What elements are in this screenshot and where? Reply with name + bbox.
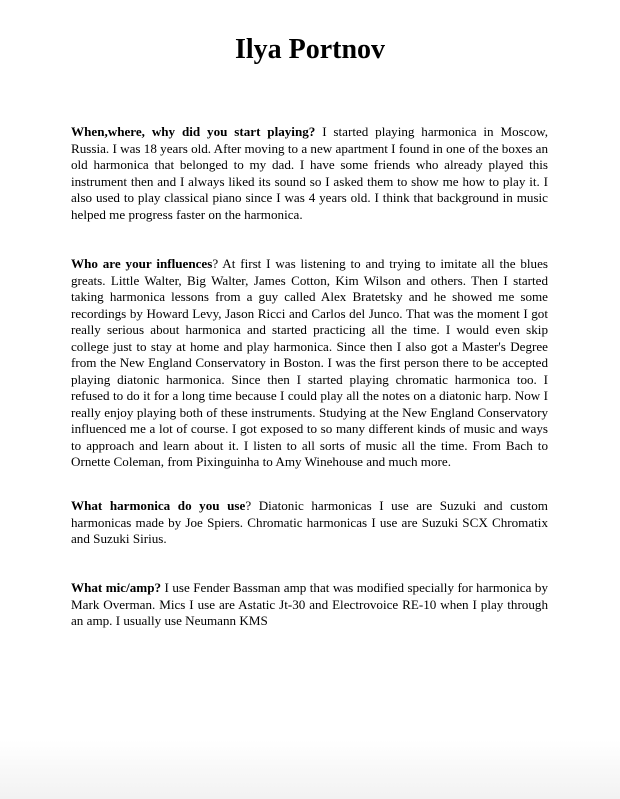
answer-text: ? At first I was listening to and trying to imitate all the blues greats. Little Walter, Big Walter, James Cotton, Kim Wilson and others. Then I started taking harmonica lessons from a guy called Alex Bratetsky and he showed me some recordings by Howard Levy, Jason Ricci and Carlos del Junco. That was the moment I got really serious about harmonica and started practicing all the time. I would even skip college just to stay at home and play harmonica. Since then I also got a Master's Degree from the New England Conservatory in Boston. I was the first person there to be accepted playing diatonic harmonica. Since then I started playing chromatic harmonica too. I refused to do it for a long time because I could play all the notes on a diatonic harp. Now I really enjoy playing both of these instruments. Studying at the New England Conservatory influenced me a lot of course. I got exposed to so many different kinds of music and ways to approach and learn about it. I listen to all sorts of music all the time. From Bach to Ornette Coleman, from Pixinguinha to Amy Winehouse and much more.: [71, 256, 548, 469]
question-label: What harmonica do you use: [71, 498, 246, 513]
question-label: When,where, why did you start playing?: [71, 124, 316, 139]
page-title: Ilya Portnov: [234, 34, 386, 65]
section-harmonica: [71, 498, 548, 548]
question-label: What mic/amp?: [71, 580, 162, 595]
section-influences: [71, 256, 548, 471]
answer-text: ? Diatonic harmonicas I use are Suzuki and custom harmonicas made by Joe Spiers. Chromatic harmonicas I use are Suzuki SCX Chromatix and Suzuki Sirius.: [71, 498, 548, 546]
section-start-playing: [71, 124, 548, 223]
answer-text: I use Fender Bassman amp that was modified specially for harmonica by Mark Overman. Mics I use are Astatic Jt-30 and Electrovoice RE-10 when I play through an amp. I usually use Neumann KMS: [71, 580, 548, 628]
section-mic-amp: [71, 580, 548, 630]
question-label: Who are your influences: [71, 256, 213, 271]
answer-text: I started playing harmonica in Moscow, Russia. I was 18 years old. After moving to a new apartment I found in one of the boxes an old harmonica that belonged to my dad. I have some friends who already played this instrument then and I always liked its sound so I asked them to show me how to play it. I also used to play classical piano since I was 4 years old. I think that background in music helped me progress faster on the harmonica.: [71, 124, 548, 222]
